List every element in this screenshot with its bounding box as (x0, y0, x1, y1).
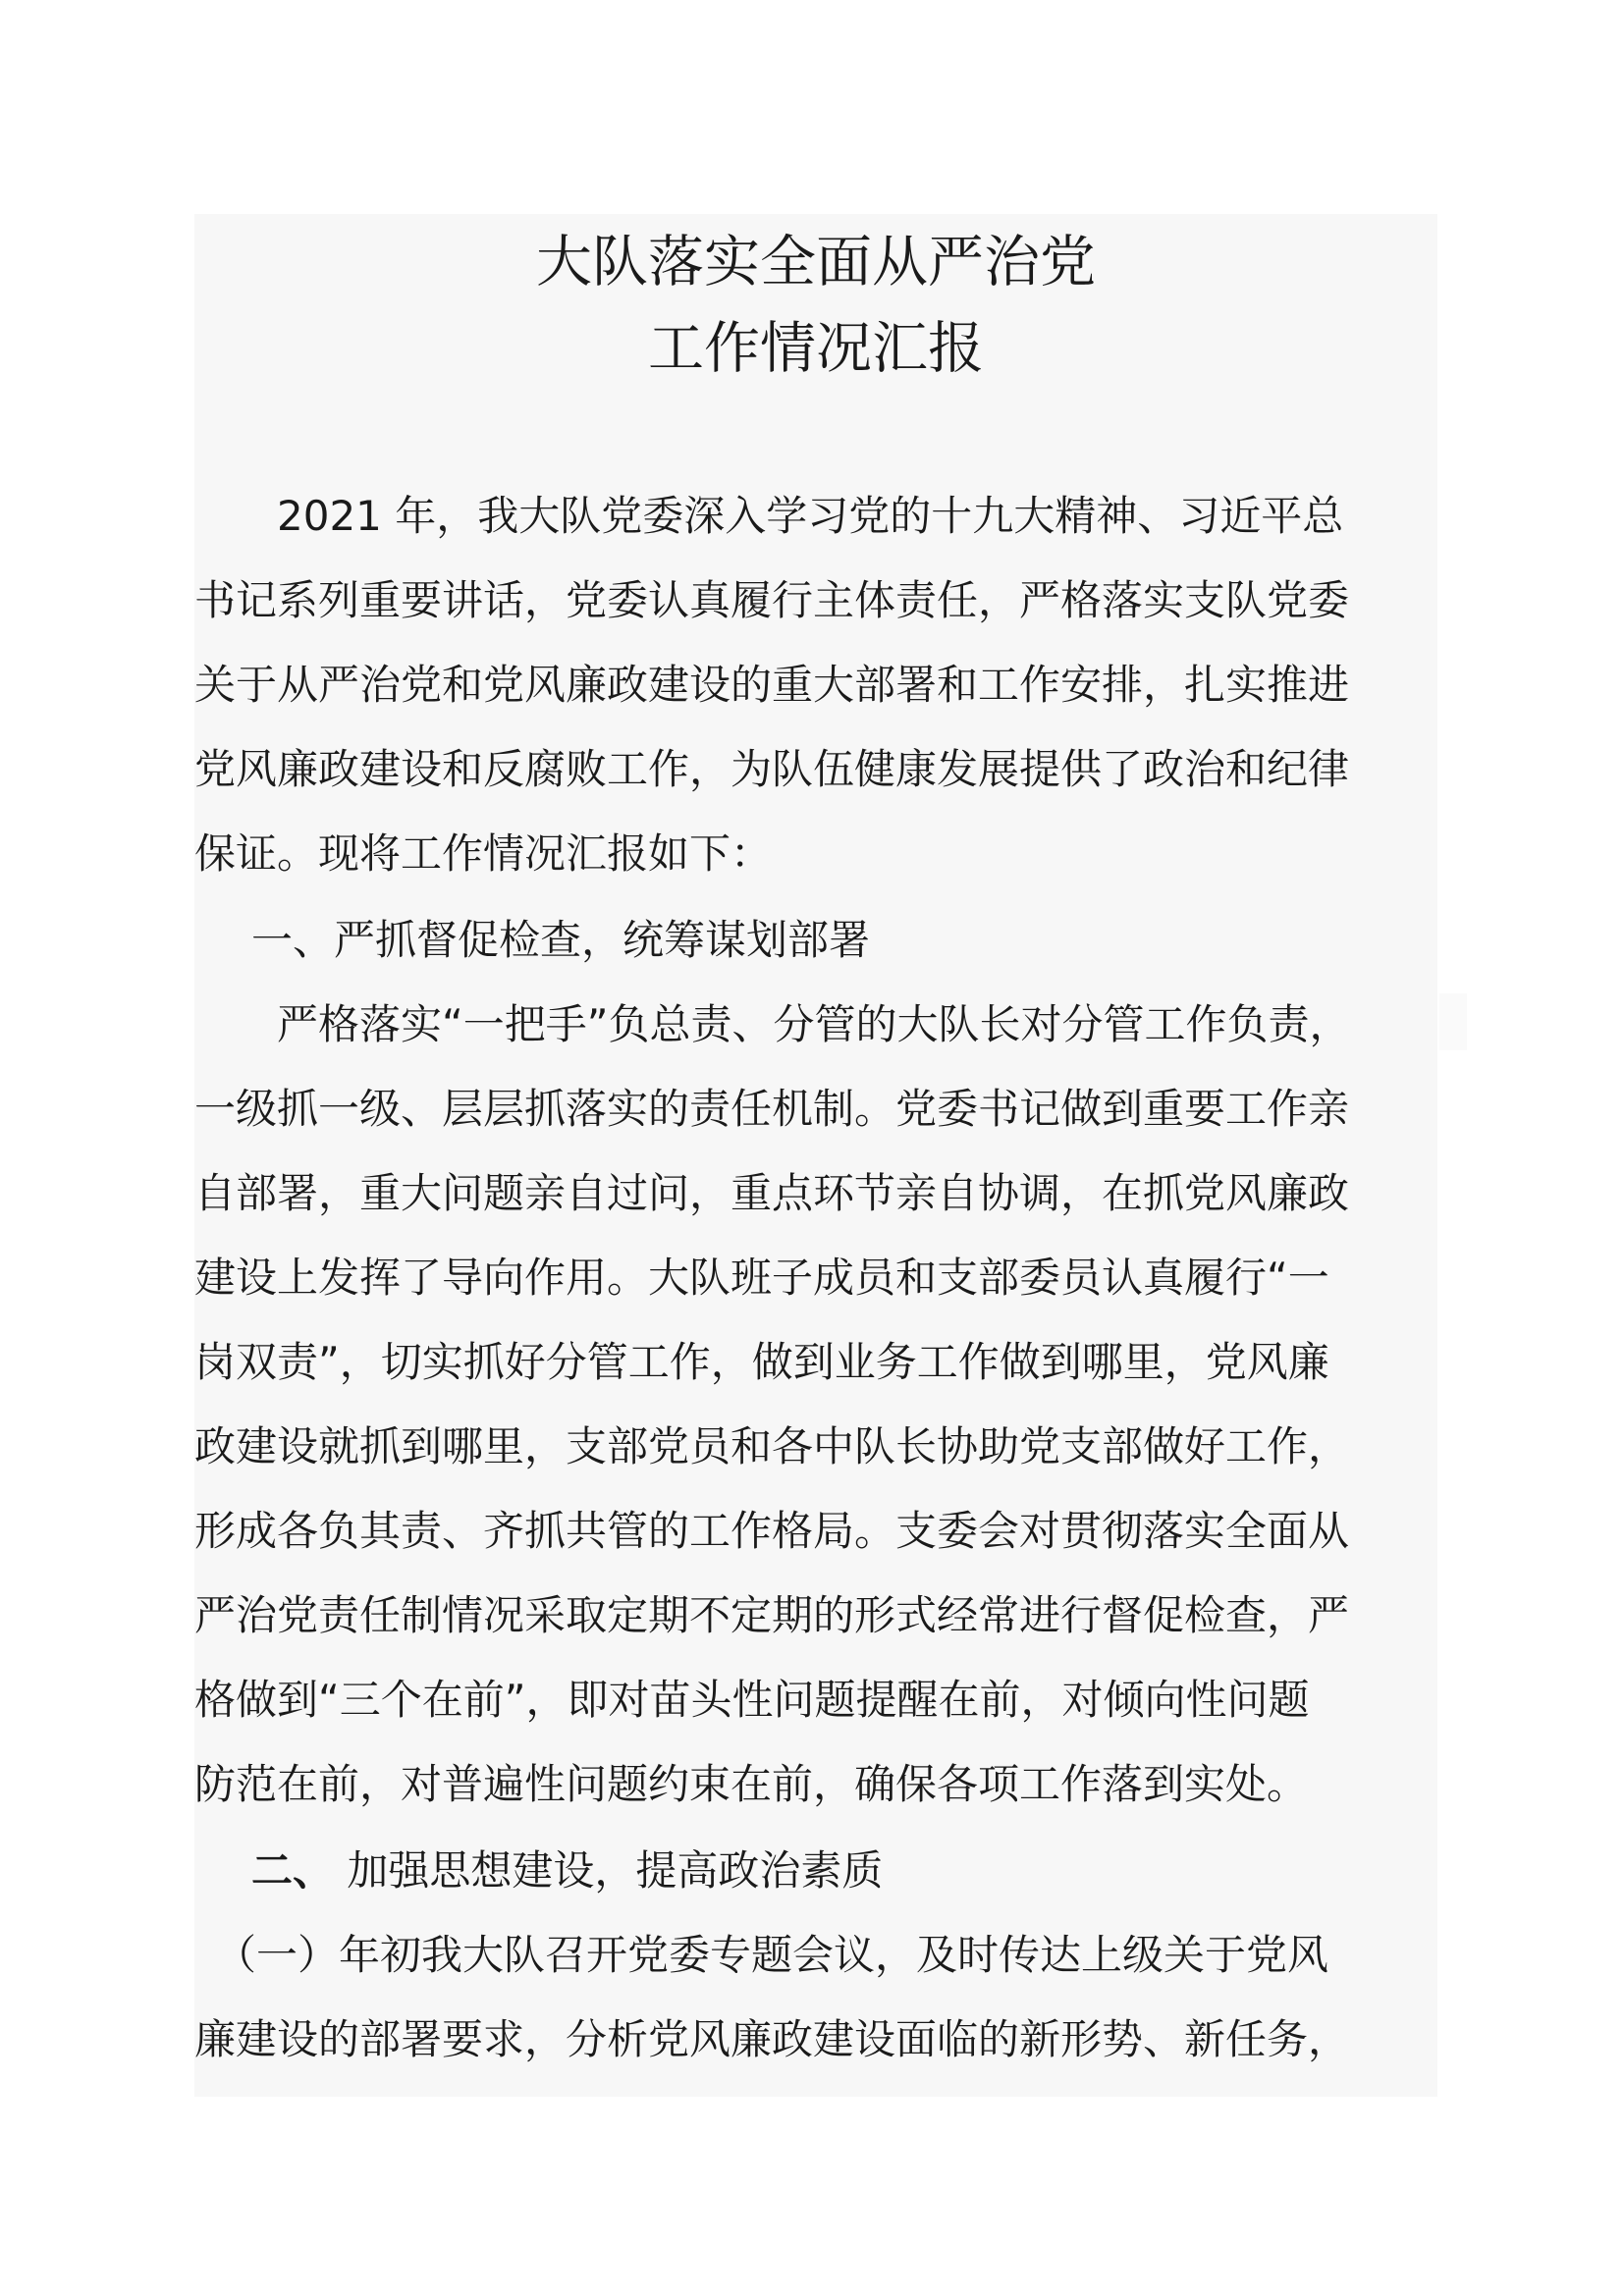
section-1-heading: 一、严抓督促检查，统筹谋划部署 (251, 916, 871, 964)
intro-line: 关于从严治党和党风廉政建设的重大部署和工作安排，扎实推进 (194, 661, 1350, 709)
document-title-line-2: 工作情况汇报 (648, 316, 984, 381)
section-1-line: 岗双责”，切实抓好分管工作，做到业务工作做到哪里，党风廉 (194, 1338, 1329, 1386)
section-1-line: 格做到“三个在前”，即对苗头性问题提醒在前，对倾向性问题 (194, 1676, 1310, 1724)
section-1-line: 防范在前，对普遍性问题约束在前，确保各项工作落到实处。 (194, 1760, 1309, 1808)
section-2-heading (251, 1845, 883, 1896)
section-1-line: 政建设就抓到哪里，支部党员和各中队长协助党支部做好工作， (194, 1422, 1350, 1470)
intro-line: 2021 年，我大队党委深入学习党的十九大精神、习近平总 (194, 492, 1344, 540)
intro-line: 保证。现将工作情况汇报如下： (194, 829, 773, 878)
section-2-number: 二、 (251, 1846, 335, 1895)
section-2-heading-text: 加强思想建设，提高政治素质 (334, 1846, 884, 1895)
intro-line: 党风廉政建设和反腐败工作，为队伍健康发展提供了政治和纪律 (194, 745, 1350, 793)
intro-line: 书记系列重要讲话，党委认真履行主体责任，严格落实支队党委 (194, 576, 1350, 624)
section-1-line: 形成各负其责、齐抓共管的工作格局。支委会对贯彻落实全面从 (194, 1507, 1350, 1555)
section-2-line: 廉建设的部署要求，分析党风廉政建设面临的新形势、新任务， (194, 2015, 1350, 2063)
section-1-line: 一级抓一级、层层抓落实的责任机制。党委书记做到重要工作亲 (194, 1085, 1350, 1133)
section-1-line: 建设上发挥了导向作用。大队班子成员和支部委员认真履行“一 (194, 1254, 1329, 1302)
document-title-line-1: 大队落实全面从严治党 (536, 230, 1096, 294)
section-1-line: 严治党责任制情况采取定期不定期的形式经常进行督促检查，严 (194, 1591, 1350, 1639)
section-2-line: （一）年初我大队召开党委专题会议，及时传达上级关于党风 (194, 1931, 1329, 1979)
section-1-line: 自部署，重大问题亲自过问，重点环节亲自协调，在抓党风廉政 (194, 1169, 1350, 1217)
margin-highlight (1439, 993, 1467, 1050)
section-1-line: 严格落实“一把手”负总责、分管的大队长对分管工作负责， (194, 1000, 1351, 1048)
